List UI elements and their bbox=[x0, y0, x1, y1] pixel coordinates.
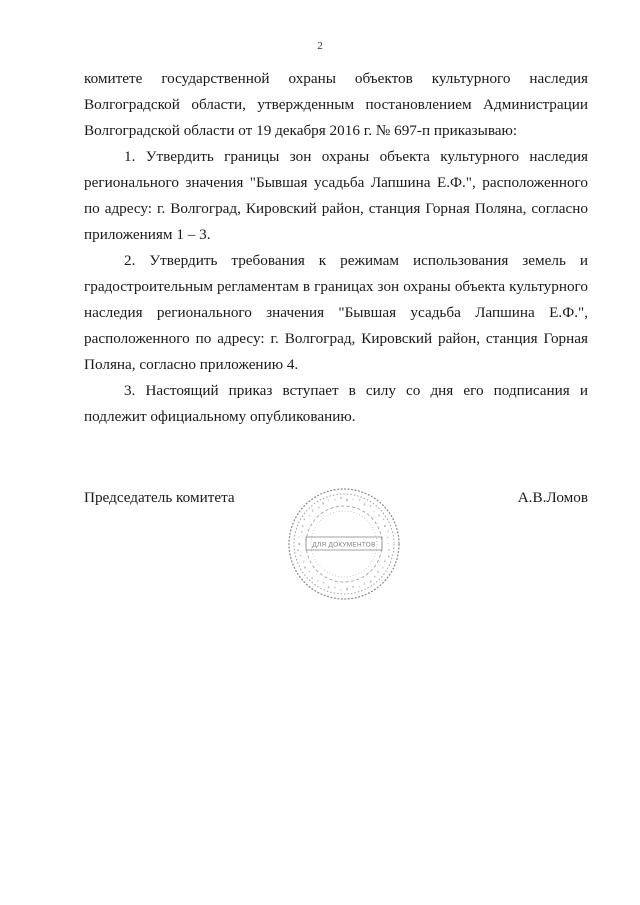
seal-speckle bbox=[334, 586, 336, 588]
seal-speckle bbox=[388, 555, 390, 557]
seal-speckle bbox=[312, 577, 314, 579]
seal-speckle bbox=[309, 571, 311, 572]
page-number: 2 bbox=[317, 40, 323, 52]
seal-speckle bbox=[352, 586, 354, 588]
paragraph-item-2 bbox=[84, 248, 588, 378]
paragraph-item-1 bbox=[84, 144, 588, 248]
text-line: 2. Утвердить требования к режимам использования земель и bbox=[124, 252, 588, 269]
seal-speckle bbox=[312, 509, 314, 511]
seal-speckle bbox=[299, 543, 301, 545]
seal-speckle bbox=[301, 531, 303, 533]
seal-speckle bbox=[302, 525, 304, 527]
seal-speckle bbox=[298, 537, 300, 538]
text-line: наследия регионального значения "Бывшая усадьба Лапшина Е.Ф.", bbox=[84, 304, 588, 321]
text-line: комитете государственной охраны объектов культурного наследия bbox=[84, 70, 588, 87]
seal-speckle bbox=[297, 549, 299, 551]
seal-speckle bbox=[304, 567, 306, 569]
seal-speckle bbox=[378, 514, 380, 516]
seal-speckle bbox=[322, 503, 324, 505]
paragraph-intro bbox=[84, 66, 588, 144]
seal-speckle bbox=[384, 525, 386, 527]
seal-speckle bbox=[377, 571, 379, 573]
seal-speckle bbox=[382, 567, 384, 569]
text-line: по адресу: г. Волгоград, Кировский район, станция Горная Поляна, согласно bbox=[84, 200, 588, 217]
seal-speckle bbox=[387, 537, 389, 538]
seal-speckle bbox=[387, 530, 389, 532]
text-line: Поляна, согласно приложению 4. bbox=[84, 356, 299, 373]
seal-speckle bbox=[317, 580, 319, 582]
seal-speckle bbox=[359, 499, 361, 501]
text-line: 1. Утвердить границы зон охраны объекта культурного наследия bbox=[124, 148, 588, 165]
text-line: приложениям 1 – 3. bbox=[84, 226, 211, 243]
seal-text: ДЛЯ ДОКУМЕНТОВ bbox=[312, 541, 376, 549]
seal-speckle bbox=[318, 507, 320, 508]
seal-speckle bbox=[340, 589, 342, 590]
seal-speckle bbox=[352, 499, 354, 500]
seal-speckle bbox=[364, 503, 366, 505]
text-line: подлежит официальному опубликованию. bbox=[84, 408, 356, 425]
seal-speckle bbox=[323, 582, 325, 583]
text-line: градостроительным регламентам в границах зон охраны объекта культурного bbox=[84, 278, 588, 295]
signatory-name: А.В.Ломов bbox=[517, 489, 588, 506]
signatory-title: Председатель комитета bbox=[84, 489, 235, 506]
seal-speckle bbox=[388, 549, 390, 551]
text-line: Волгоградской области, утвержденным постановлением Администрации bbox=[84, 96, 588, 113]
text-line: регионального значения "Бывшая усадьба Лапшина Е.Ф.", расположенного bbox=[84, 174, 588, 191]
seal-speckle bbox=[303, 560, 305, 562]
document-body bbox=[84, 66, 588, 430]
seal-speckle bbox=[300, 555, 302, 556]
seal-speckle bbox=[373, 511, 375, 513]
seal-speckle bbox=[328, 499, 330, 501]
seal-speckle bbox=[328, 586, 330, 588]
text-line: 3. Настоящий приказ вступает в силу со дня его подписания и bbox=[124, 382, 588, 399]
seal-speckle bbox=[304, 519, 306, 520]
seal-speckle bbox=[370, 505, 372, 506]
seal-speckle bbox=[383, 519, 385, 520]
seal-speckle bbox=[346, 499, 348, 501]
seal-speckle bbox=[370, 581, 372, 583]
seal-speckle bbox=[334, 499, 336, 500]
seal-speckle bbox=[359, 586, 361, 587]
seal-speckle bbox=[374, 576, 376, 577]
text-line: расположенного по адресу: г. Волгоград, Кировский район, станция Горная bbox=[84, 330, 588, 347]
text-line: Волгоградской области от 19 декабря 2016 г. № 697-п приказываю: bbox=[84, 122, 518, 139]
seal-speckle bbox=[384, 561, 386, 562]
seal-speckle bbox=[387, 543, 389, 544]
paragraph-item-3 bbox=[84, 378, 588, 430]
official-seal-icon bbox=[286, 486, 402, 602]
seal-speckle bbox=[309, 515, 311, 517]
seal-speckle bbox=[364, 582, 366, 584]
seal-speckle bbox=[346, 588, 348, 590]
seal-speckle bbox=[340, 497, 342, 499]
